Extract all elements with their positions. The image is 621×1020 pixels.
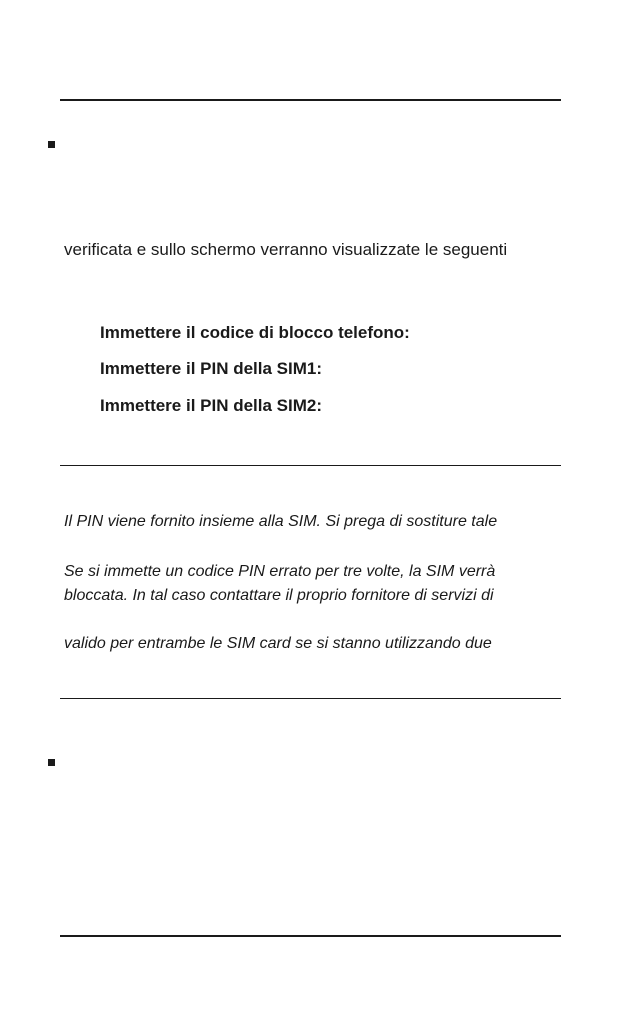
bullet-marker-1 <box>48 141 55 148</box>
bottom-rule <box>60 935 561 937</box>
intro-text-line: verificata e sullo schermo verranno visualizzate le seguenti <box>64 240 508 259</box>
prompt-sim2-pin: Immettere il PIN della SIM2: <box>100 396 323 415</box>
note-top-rule <box>60 465 561 466</box>
note-line-4: valido per entrambe le SIM card se si stanno utilizzando due <box>64 635 492 652</box>
note-line-2: Se si immette un codice PIN errato per tre volte, la SIM verrà <box>64 563 496 580</box>
note-line-1: Il PIN viene fornito insieme alla SIM. Si prega di sostiture tale <box>64 513 498 530</box>
prompt-sim1-pin: Immettere il PIN della SIM1: <box>100 359 323 378</box>
note-bottom-rule <box>60 698 561 699</box>
prompt-phone-lock-code: Immettere il codice di blocco telefono: <box>100 323 410 342</box>
top-rule <box>60 99 561 101</box>
note-line-3: bloccata. In tal caso contattare il proprio fornitore di servizi di <box>64 587 494 604</box>
bullet-marker-2 <box>48 759 55 766</box>
